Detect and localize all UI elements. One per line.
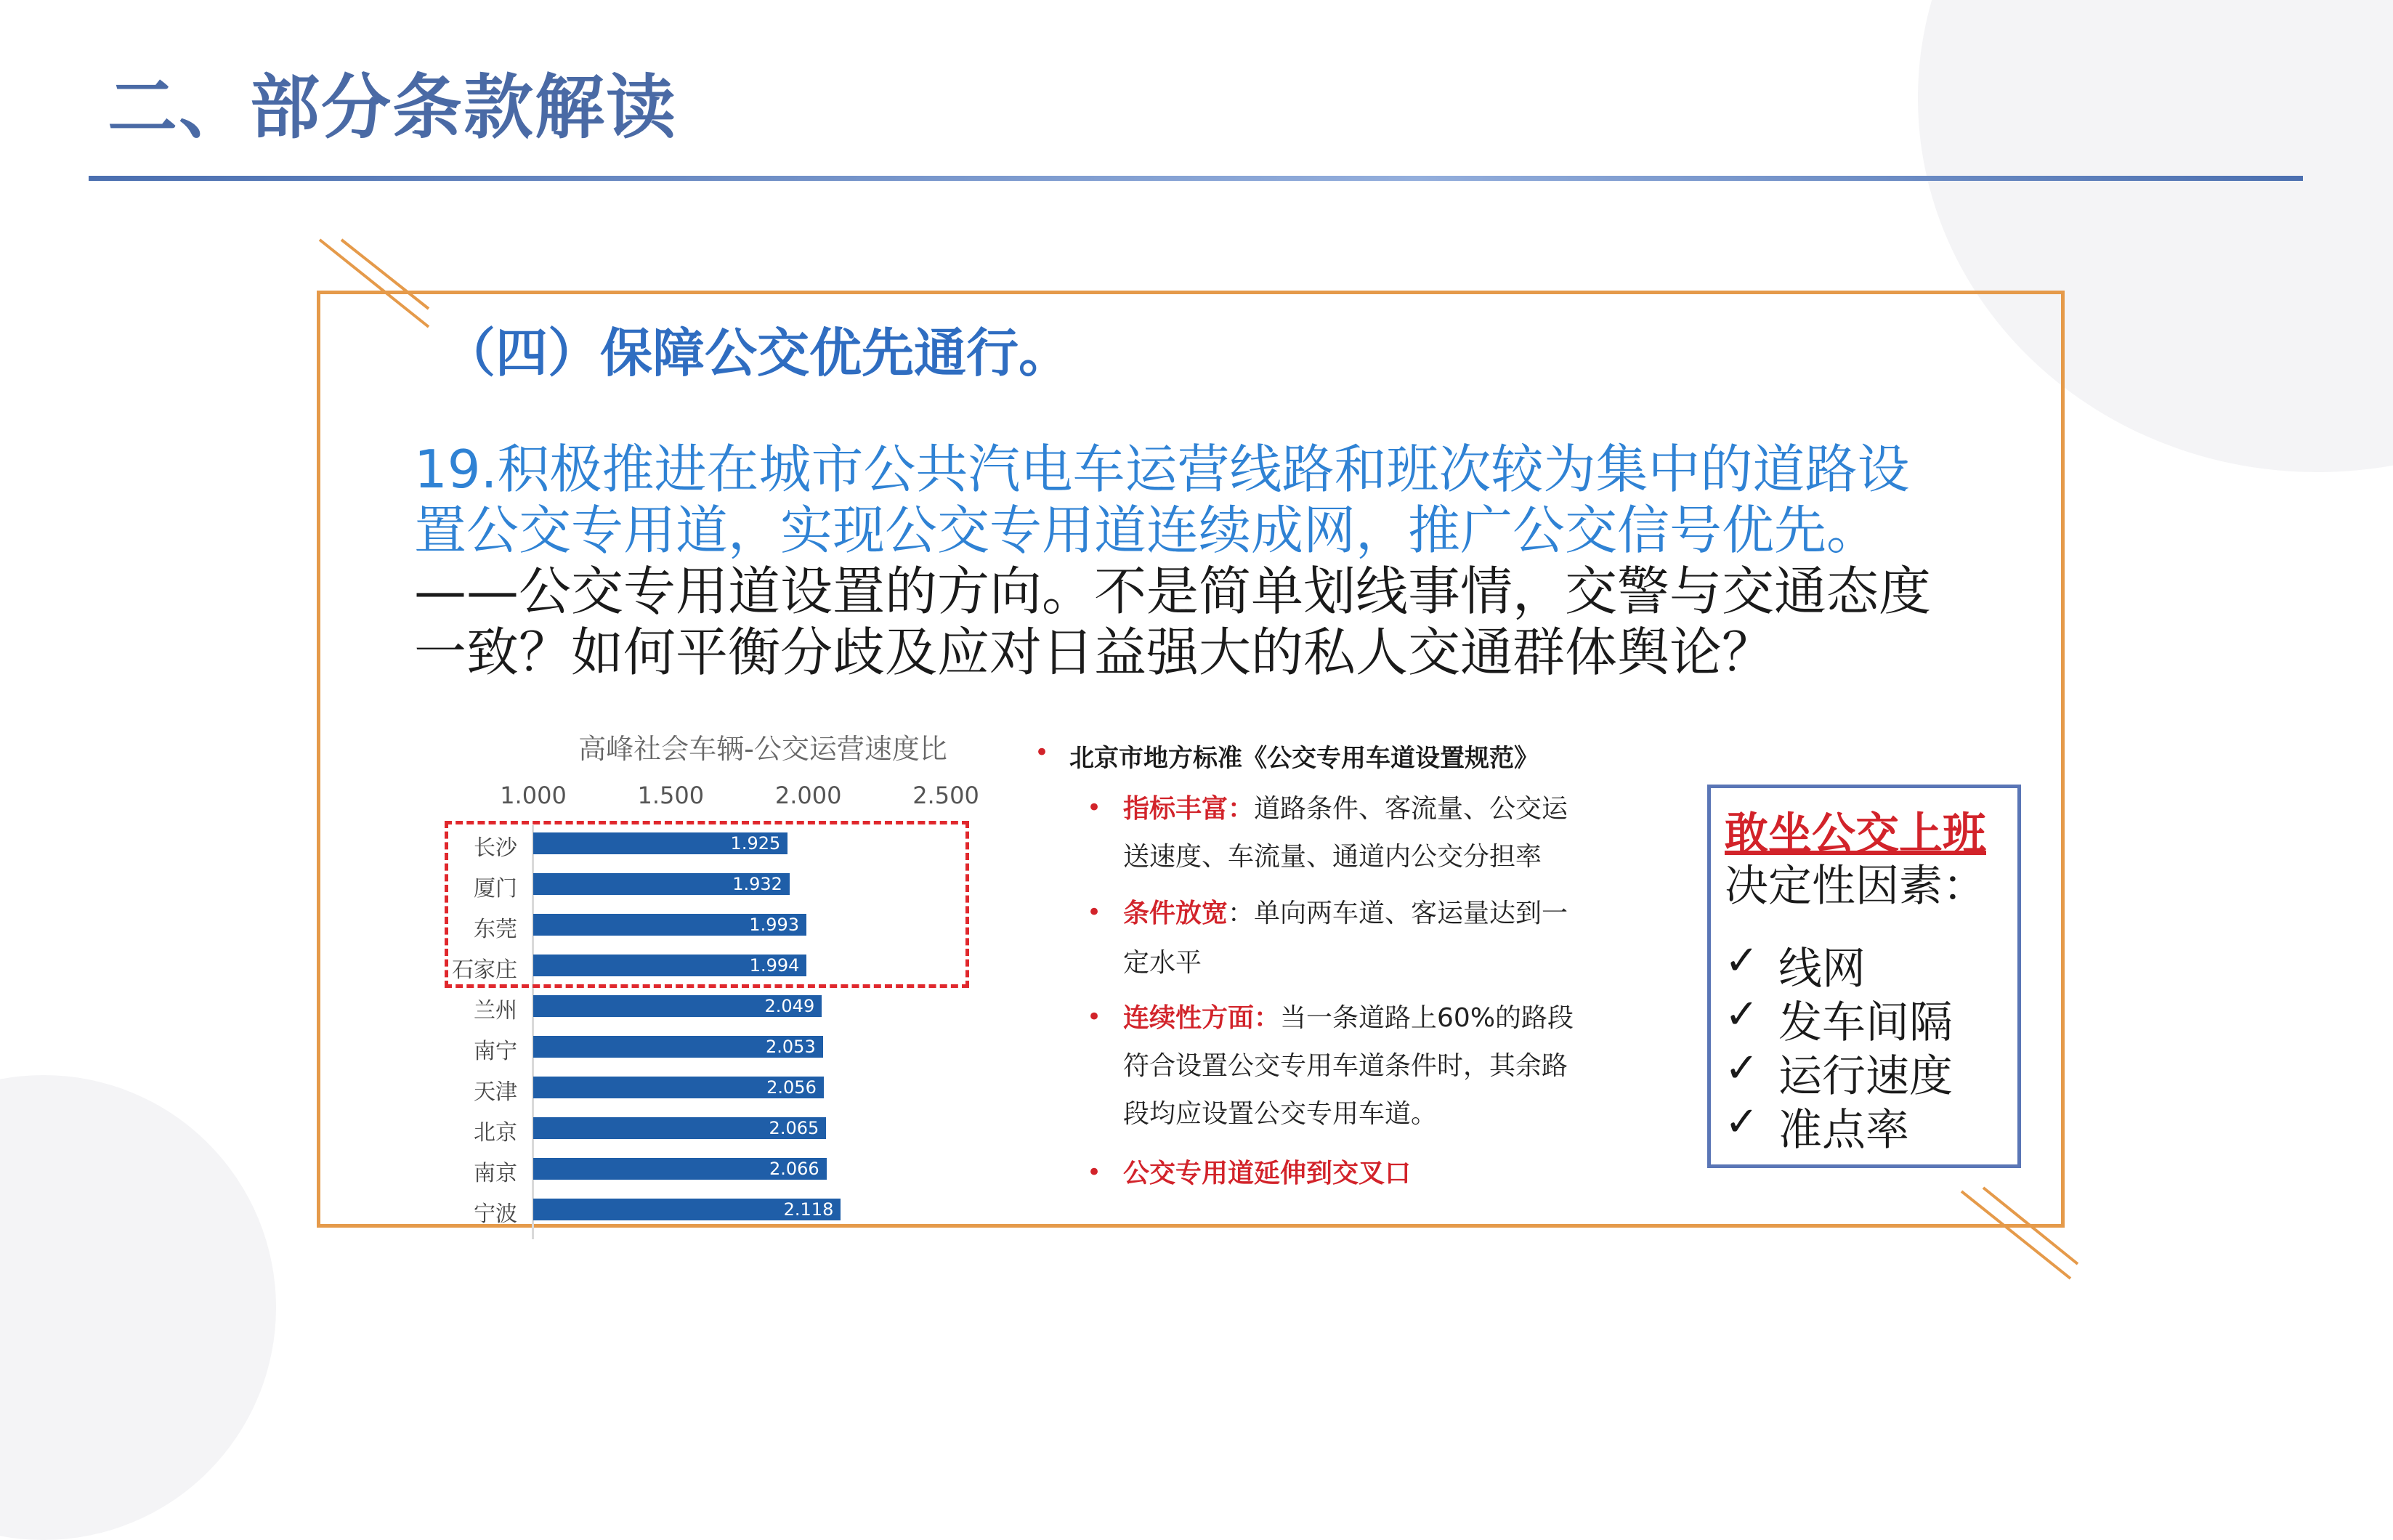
- standard-item-text: 道路条件、客流量、公交运: [1254, 794, 1568, 824]
- bar-value-label: 2.053: [766, 1037, 816, 1057]
- clause-line: 置公交专用道，实现公交专用道连续成网，推广公交信号优先。: [414, 500, 1879, 561]
- standard-item-line: [1123, 901, 1568, 927]
- bullet-dot: •: [1087, 898, 1102, 927]
- x-tick-label: 2.000: [774, 782, 842, 809]
- bar-value-label: 2.065: [769, 1118, 819, 1138]
- bar-value-label: 2.056: [766, 1077, 817, 1098]
- factor-item: 运行速度: [1778, 1051, 1953, 1102]
- standard-item-line: 段均应设置公交专用车道。: [1123, 1099, 1438, 1129]
- commentary-line: 一致？如何平衡分歧及应对日益强大的私人交通群体舆论？: [414, 622, 1775, 683]
- factor-item: 发车间隔: [1778, 997, 1953, 1048]
- decision-subtitle: 决定性因素：: [1725, 861, 1986, 912]
- bar-value-label: 2.049: [764, 996, 815, 1016]
- factor-item: 线网: [1778, 944, 1866, 994]
- category-label: 天津: [474, 1079, 517, 1105]
- category-label: 宁波: [474, 1201, 517, 1227]
- standard-item-line: [1123, 1005, 1574, 1032]
- bullet-dot: •: [1087, 1158, 1102, 1187]
- standard-item-line: 符合设置公交专用车道条件时，其余路: [1123, 1051, 1568, 1081]
- category-label: 南宁: [474, 1039, 517, 1064]
- checkmark-icon: ✓: [1725, 1098, 1759, 1146]
- chart-title: 高峰社会车辆-公交运营速度比: [578, 733, 947, 765]
- category-label: 厦门: [474, 876, 517, 901]
- category-label: 兰州: [474, 998, 517, 1024]
- standard-title: 北京市地方标准《公交专用车道设置规范》: [1069, 744, 1539, 773]
- clause-text: [414, 439, 1910, 561]
- standard-item-line: 送速度、车流量、通道内公交分担率: [1123, 842, 1542, 872]
- standard-item-key: 连续性方面：: [1123, 1003, 1281, 1033]
- commentary-line: ——公交专用道设置的方向。不是简单划线事情，交警与交通态度: [414, 561, 1932, 622]
- checkmark-icon: ✓: [1725, 991, 1759, 1038]
- background-circle-decoration: [0, 1075, 276, 1540]
- highlight-dashed-box: [445, 821, 969, 988]
- checkmark-icon: ✓: [1725, 1045, 1759, 1092]
- bar-value-label: 1.925: [730, 833, 781, 854]
- standard-item-key: 指标丰富：: [1123, 794, 1255, 824]
- bullet-dot: •: [1034, 738, 1050, 767]
- decision-title: 敢坐公交上班: [1725, 808, 1986, 859]
- checkmark-icon: ✓: [1725, 937, 1759, 984]
- x-tick-label: 2.500: [912, 782, 979, 809]
- standard-item-line: 定水平: [1123, 948, 1202, 978]
- bullet-dot: •: [1087, 793, 1102, 822]
- bar-value-label: 1.993: [749, 915, 800, 935]
- bar-value-label: 2.118: [783, 1199, 834, 1220]
- bar-value-label: 1.994: [749, 955, 800, 976]
- standard-item-key: 条件放宽: [1123, 899, 1228, 928]
- category-label: 长沙: [474, 835, 517, 861]
- standard-item-line: [1123, 1161, 1411, 1187]
- title-underline: [89, 176, 2303, 181]
- corner-slash-decoration: [305, 232, 436, 334]
- standard-item-text: 当一条道路上60%的路段: [1280, 1003, 1574, 1033]
- category-label: 石家庄: [452, 957, 517, 983]
- category-label: 东莞: [474, 917, 517, 942]
- page-title: 二、部分条款解读: [108, 67, 677, 148]
- standard-item-key: 公交专用道延伸到交叉口: [1123, 1159, 1412, 1188]
- bar-value-label: 1.932: [732, 874, 782, 894]
- category-label: 北京: [474, 1120, 517, 1146]
- section-heading: （四）保障公交优先通行。: [443, 323, 1072, 384]
- bullet-dot: •: [1087, 1002, 1102, 1032]
- clause-line: 19.积极推进在城市公共汽电车运营线路和班次较为集中的道路设: [414, 439, 1910, 500]
- standard-item-text: ：单向两车道、客运量达到一: [1228, 899, 1568, 928]
- x-tick-label: 1.000: [500, 782, 567, 809]
- bar-value-label: 2.066: [769, 1159, 819, 1179]
- commentary-text: [414, 561, 1931, 683]
- x-tick-label: 1.500: [637, 782, 705, 809]
- corner-slash-decoration: [1954, 1184, 2085, 1286]
- factor-item: 准点率: [1778, 1105, 1909, 1156]
- standard-item-line: [1123, 796, 1568, 822]
- category-label: 南京: [474, 1161, 517, 1186]
